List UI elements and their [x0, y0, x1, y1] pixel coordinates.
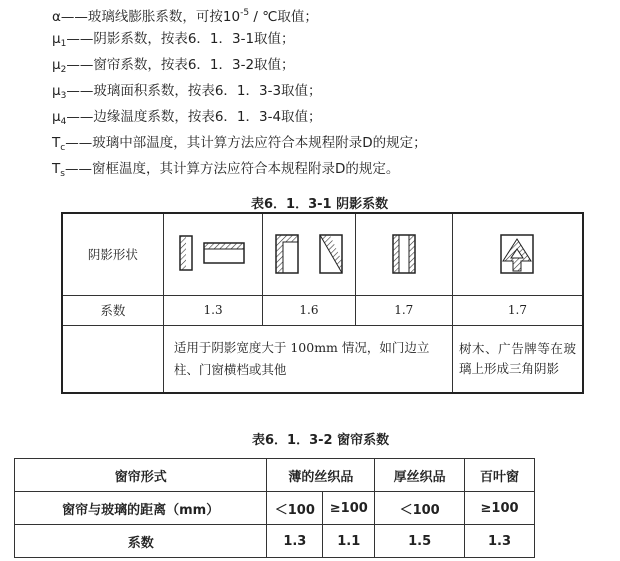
shadow-coefficient-table [61, 212, 584, 394]
definition-text-tail: / ℃取值； [249, 9, 318, 25]
definition-mu1 [52, 30, 295, 53]
shadow-shape-cell-4 [452, 213, 583, 295]
definition-dash: —— [66, 83, 94, 99]
table-row [15, 459, 535, 492]
shadow-shape-cell-3 [355, 213, 452, 295]
distance-value: ≥100 [323, 492, 375, 525]
definition-symbol: μ [52, 31, 61, 47]
definition-subscript: 1 [60, 39, 67, 49]
definition-text: 玻璃线膨胀系数，可按10 [87, 9, 241, 25]
definition-symbol: μ [52, 83, 61, 99]
definition-dash: —— [60, 9, 88, 25]
table2-caption: 表6．1．3-2 窗帘系数 [252, 433, 390, 448]
definition-text: 边缘温度系数，按表6．1．3-4取值； [93, 109, 322, 125]
shadow-shape-cell-1 [163, 213, 262, 295]
shadow-triangle-icon [495, 231, 539, 277]
coef-value: 1.5 [375, 525, 465, 558]
distance-label: 窗帘与玻璃的距离（mm） [15, 492, 267, 525]
definition-symbol: μ [52, 109, 61, 125]
table-row [15, 525, 535, 558]
definition-subscript: 3 [60, 91, 67, 101]
definition-symbol: T [52, 161, 61, 177]
definition-mu3 [52, 82, 322, 105]
definition-symbol: T [52, 135, 61, 151]
distance-value: ≥100 [465, 492, 535, 525]
definition-subscript: 2 [60, 65, 67, 75]
definition-dash: —— [66, 57, 94, 73]
definition-dash: —— [66, 31, 94, 47]
shadow-vertical-bar-icon [174, 232, 252, 276]
definition-ts [52, 160, 399, 183]
definition-dash: —— [65, 135, 93, 151]
table-row [62, 295, 583, 325]
distance-value: ＜100 [267, 492, 323, 525]
definition-text: 玻璃面积系数，按表6．1．3-3取值； [93, 83, 322, 99]
coef-value: 1.6 [263, 295, 355, 325]
definition-text: 窗帘系数，按表6．1．3-2取值； [93, 57, 295, 73]
curtain-coefficient-table [14, 458, 535, 558]
shadow-double-bar-icon [384, 231, 424, 277]
definition-subscript: s [60, 169, 65, 179]
definition-text: 阴影系数，按表6．1．3-1取值； [93, 31, 295, 47]
definition-tc [52, 134, 427, 157]
definition-subscript: c [60, 143, 66, 153]
definition-text: 窗框温度，其计算方法应符合本规程附录D的规定。 [91, 161, 400, 177]
note-empty-cell [62, 325, 163, 393]
coef-value: 1.1 [323, 525, 375, 558]
coef-value: 1.3 [465, 525, 535, 558]
coef-row-label: 系数 [62, 295, 163, 325]
definition-symbol: α [52, 9, 61, 25]
coef-value: 1.3 [163, 295, 262, 325]
coef-value: 1.7 [452, 295, 583, 325]
definition-text: 玻璃中部温度，其计算方法应符合本规程附录D的规定； [92, 135, 427, 151]
table-row [62, 325, 583, 393]
definition-mu4 [52, 108, 322, 131]
definition-dash: —— [64, 161, 92, 177]
distance-value: ＜100 [375, 492, 465, 525]
header-form: 窗帘形式 [15, 459, 267, 492]
table-row [62, 213, 583, 295]
shape-row-label: 阴影形状 [62, 213, 163, 295]
definition-dash: —— [66, 109, 94, 125]
header-blind: 百叶窗 [465, 459, 535, 492]
shadow-corner-icon [268, 231, 350, 277]
definition-alpha [52, 4, 318, 26]
note-last: 树木、广告牌等在玻璃上形成三角阴影 [452, 325, 583, 393]
table-row [15, 492, 535, 525]
coef-label: 系数 [15, 525, 267, 558]
header-thin: 薄的丝织品 [267, 459, 375, 492]
note-main: 适用于阴影宽度大于 100mm 情况，如门边立柱、门窗横档或其他 [163, 325, 452, 393]
table1-caption: 表6．1．3-1 阴影系数 [251, 197, 389, 212]
definition-symbol: μ [52, 57, 61, 73]
definition-subscript: 4 [60, 117, 67, 127]
definition-mu2 [52, 56, 295, 79]
header-thick: 厚丝织品 [375, 459, 465, 492]
coef-value: 1.7 [355, 295, 452, 325]
shadow-shape-cell-2 [263, 213, 355, 295]
coef-value: 1.3 [267, 525, 323, 558]
definition-superscript: -5 [240, 8, 250, 18]
